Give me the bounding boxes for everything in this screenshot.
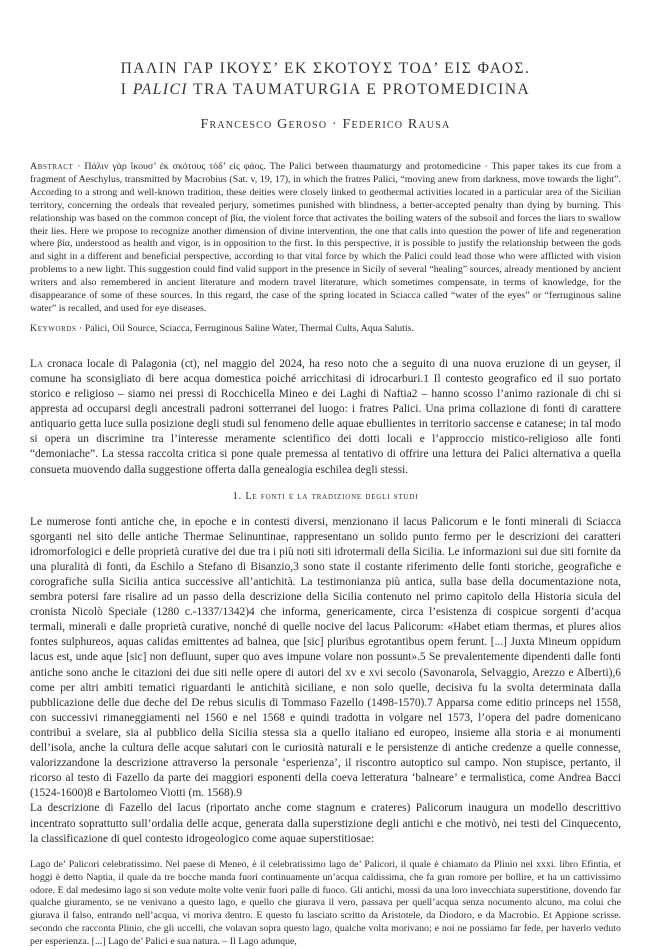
block-quote: Lago de’ Palicori celebratissimo. Nel paese di Meneo, è il celebratissimo lago de’ Palicori, il quale è chiamato da Plinio nel xxxi. libro Efintia, et hoggi è detto Naptia, il quale da tre bocche manda fuori continuamente un’acqua caldissima, che fa gran romore per bollire, et ha un cattivissimo odore. E dal medesimo lago si son vedute molte volte venir fuori palle di fuoco. Gli antichi, mossi da una loro invecchiata superstitione, dovendo far qualche giuramento, se ne venivano a questo lago, e quello che giurava il vero, passava per quell’acqua senza nocumento alcuno, ma colui che giurava il falso, entrando nell’acqua, vi moriva dentro. E questo fu lasciato scritto da Aristotele, da Diodoro, e da Macrobio. Et Appione scrisse. secondo che racconta Plinio, che gli uccelli, che volavan sopra questo lago, qualche volta morivano; e noi ne possiamo far fede, per haverlo veduto per esperienza. [...] Lago de’ Palici e sua natura. – Il Lago adunque,	[30, 858, 621, 948]
abstract-label: Abstract	[30, 161, 74, 172]
keywords	[30, 322, 621, 335]
abstract	[30, 161, 621, 316]
keywords-text: · Palici, Oil Source, Sciacca, Ferruginous Saline Water, Thermal Cults, Aqua Salutis.	[76, 322, 414, 334]
abstract-text: · Πάλιν γὰρ ἵκουσ’ ἐκ σκότους τόδ’ εἰς φάος. The Palici between thaumaturgy and protomedicine · This paper takes its cue from a fragment of Aeschylus, transmitted by Macrobius (Sat. v, 19, 17), in which the fratres Palici, “moving anew from darkness, move towards the light”. According to a strong and well-known tradition, these deities were closely linked to geothermal activities located in a particular area of the Sicilian territory, concerning the ordeals that revealed perjury, sometimes punished with blindness, a better-accepted penalty than dying by burning. This relationship was based on the common concept of βία, the violent force that activates the boiling waters of the subsoil and forces the liars to swallow their lies. Here we propose to recognize another dimension of divine intervention, the one that calls into question the power of life and regeneration where βία, understood as health and vigor, is in opposition to the first. In this perspective, it is possible to justify the relationship between the gods and sight in a different and beneficial perspective, according to that vital force by which the Palici could lead those who were afflicted with vision problems to a new light. This suggestion could find valid support in the presence in Sicily of several “healing” sources, already mentioned by ancient writers and also remembered in ancient literature and modern travel literature, which sometimes compensate, in terms of knowledge, for the disappearance of some of these sources. In this regard, the case of the spring located in Sciacca called “water of the eyes” or “ferruginous saline water” is recalled, and used for eye diseases.	[30, 161, 621, 314]
section-heading: 1. Le fonti e la tradizione degli studi	[232, 490, 419, 502]
section-paragraph-2: La descrizione di Fazello del lacus (riportato anche come stagnum e crateres) Palicorum inaugura un modello descrittivo incentrato soprattutto sull’ordalia delle acque, generata dalla superstizione degli antichi e che motivò, nei testi del Cinquecento, la classificazione di quel contesto idrogeologico come aquae superstitiosae:	[30, 802, 621, 845]
article-authors: Francesco Geroso · Federico Rausa	[200, 117, 451, 132]
intro-paragraph	[30, 357, 621, 478]
article-title-line2: I PALICI TRA TAUMATURGIA E PROTOMEDICINA	[120, 81, 531, 98]
article-page	[30, 56, 621, 949]
title-italic-palici: PALICI	[132, 81, 189, 98]
intro-text: cronaca locale di Palagonia (ct), nel maggio del 2024, ha reso noto che a seguito di una nuova eruzione di un geyser, il comune ha sconsigliato di bere acqua domestica poiché arricchitasi di idrocarburi.1 Il contesto geografico ed il suo portato storico e religioso – siamo nei pressi di Rocchicella Mineo e dei Laghi di Naftia2 – hanno scosso l’animo razionale di chi si appresta ad occuparsi degli ancestrali padroni sotterranei del luogo: i fratres Palici. Una prima collazione di fonti di carattere antiquario getta luce sulla posizione degli studi sul fenomeno delle aquae ebullientes in territorio saccense e catanese; in tal modo si opera un discrimine tra l’interesse meramente scientifico dei dotti locali e l’approccio mistico-religioso alle fonti “demoniache”. La stessa raccolta critica si pone quale premessa al tentativo di offrire una lettura dei Palici alternativa a quella consueta muovendo dalla suggestione offerta dalla genealogia eschilea degli stessi.	[30, 357, 621, 476]
section-paragraph-1: Le numerose fonti antiche che, in epoche e in contesti diversi, menzionano il lacus Palicorum e le fonti minerali di Sciacca sgorganti nel sito delle antiche Thermae Selinuntinae, rappresentano un solido punto fermo per le descrizioni dei caratteri idromorfologici e delle proprietà curative dei due tra i più noti siti idrotermali della Sicilia. Le informazioni sui due siti fornite da una pluralità di fonti, da Eschilo a Stefano di Bisanzio,3 sono state il costante riferimento delle fonti storiche, geografiche e corografiche sulla Sicilia antica successive all’antichità. La testimonianza più antica, sulla base della documentazione nota, sembra potersi fare risalire ad un passo della descrizione della Sicilia contenuto nel primo capitolo della Historia sicula del cronista Nicolò Speciale (1280 c.-1337/1342)4 che informa, genericamente, circa l’esistenza di cospicue sorgenti d’acqua termali, minerali e dalle proprietà curative, nonché di quelle nocive del lacus Palicorum: «Habet etiam thermas, et plures alios fontes sulphureos, aquas calidas emittentes ad balnea, que [sic] pluribus egrotantibus opem ferunt. [...] Juxta Mineum oppidum lacus est, unde aque [sic] non defluunt, super quo aves impune volare non possunt».5 Se prevalentemente dipendenti dalle fonti antiche sono anche le citazioni dei due siti nelle opere di autori del xv e xvi secolo (Savonarola, Selvaggio, Arezzo e Alberti),6 come per altri ambiti tematici riguardanti le antichità siciliane, e non solo quelle, decisiva fu la svolta determinata dalla pubblicazione delle due deche del De rebus siculis di Tommaso Fazello (1498-1570).7 Apparsa come editio princeps nel 1558, con successivi rimaneggiamenti nel 1560 e nel 1568 e quindi tradotta in volgare nel 1573, l’opera del padre domenicano contribuì a svelare, sia al pubblico della Sicilia stessa sia a quello italiano ed europeo, insieme alla storia e ai monumenti dell’isola, anche la cultura delle acque salutari con le curiosità naturali e le persistenze di antiche credenze a quelle connesse, valorizzandone la descrizione attraverso la personale ‘esperienza’, il riscontro autoptico sul campo. Non stupisce, pertanto, il ricorso al testo di Fazello da parte dei maggiori esponenti della coeva letteratura ‘balneare’ e termalistica, come Andrea Bacci (1524-1600)8 e Bartolomeo Viotti (m. 1568).9	[30, 515, 621, 800]
article-title-line1: ΠΑΛΙΝ ΓΑΡ ΙΚΟΥΣ’ ΕΚ ΣΚΟΤΟΥΣ ΤΟΔ’ ΕΙΣ ΦΑΟΣ.	[120, 60, 531, 77]
keywords-label: Keywords	[30, 322, 77, 334]
intro-lead: La	[30, 357, 43, 370]
